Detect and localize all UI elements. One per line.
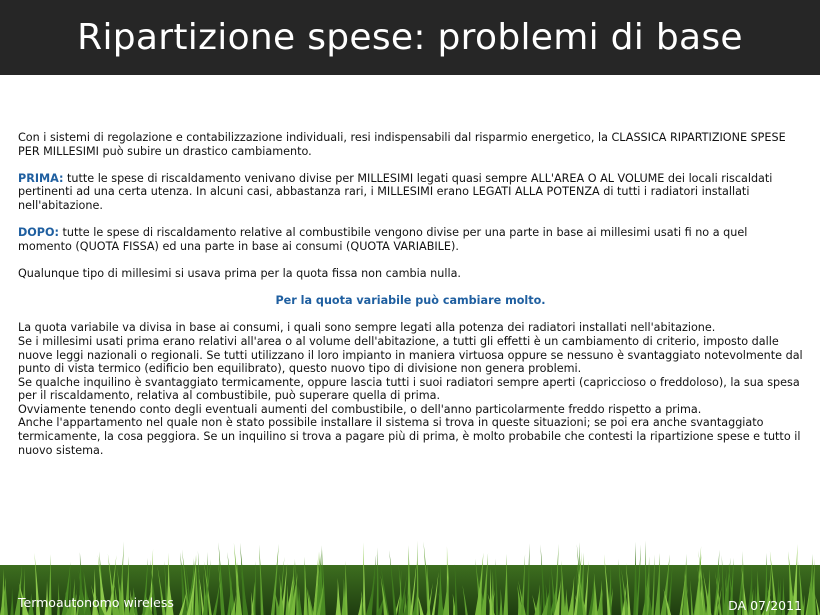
prima-label: PRIMA: <box>18 171 64 185</box>
prima-text: tutte le spese di riscaldamento venivano divise per MILLESIMI legati quasi sempre ALL'AREA O AL VOLUME dei locali riscaldati pertinenti ad una certa utenza. In alcuni casi, abbastanza rari, i MILLESIMI erano LEGATI ALLA POTENZA di tutti i radiatori installati nell'abitazione. <box>18 171 773 212</box>
dopo-paragraph <box>18 226 803 253</box>
fixed-share-paragraph: Qualunque tipo di millesimi si usava prima per la quota fissa non cambia nulla. <box>18 266 461 280</box>
prima-paragraph <box>18 172 803 213</box>
slide-title: Ripartizione spese: problemi di base <box>77 17 743 58</box>
variable-share-paragraph <box>18 321 803 457</box>
dopo-text: tutte le spese di riscaldamento relative al combustibile vengono divise per una parte in base ai millesimi usati fi no a quel momento (QUOTA FISSA) ed una parte in base ai consumi (QUOTA VARIABILE). <box>18 226 748 253</box>
variable-line: Anche l'appartamento nel quale non è stato possibile installare il sistema si trova in queste situazioni; se poi era anche svantaggiato termicamente, la cosa peggiora. Se un inquilino si trova a pagare più di prima, è molto probabile che contesti la ripartizione spese e tutto il nuovo sistema. <box>18 416 801 457</box>
footer-date: DA 07/2011 <box>728 598 802 613</box>
footer-brand: Termoautonomo wireless <box>18 595 174 610</box>
variable-share-highlight: Per la quota variabile può cambiare molto. <box>275 294 546 308</box>
variable-line: Ovviamente tenendo conto degli eventuali aumenti del combustibile, o dell'anno particolarmente freddo rispetto a prima. <box>18 402 702 416</box>
variable-line: Se i millesimi usati prima erano relativi all'area o al volume dell'abitazione, a tutti gli effetti è un cambiamento di criterio, imposto dalle nuove leggi nazionali o regionali. Se tutti utilizzano il loro impianto in maniera virtuosa oppure se nessuno è svantaggiato notevolmente dal punto di vista termico (edificio ben equilibrato), questo nuovo tipo di divisione non genera problemi. <box>18 334 803 376</box>
variable-line: Se qualche inquilino è svantaggiato termicamente, oppure lascia tutti i suoi radiatori sempre aperti (capriccioso o freddoloso), la sua spesa per il riscaldamento, relativa al combustibile, può superare quella di prima. <box>18 375 800 403</box>
title-bar <box>0 0 820 75</box>
dopo-label: DOPO: <box>18 226 59 240</box>
variable-line: La quota variabile va divisa in base ai consumi, i quali sono sempre legati alla potenza dei radiatori installati nell'abitazione. <box>18 321 716 335</box>
slide-body <box>18 131 803 471</box>
intro-paragraph: Con i sistemi di regolazione e contabilizzazione individuali, resi indispensabili dal risparmio energetico, la CLASSICA RIPARTIZIONE SPESE PER MILLESIMI può subire un drastico cambiamento. <box>18 131 786 158</box>
